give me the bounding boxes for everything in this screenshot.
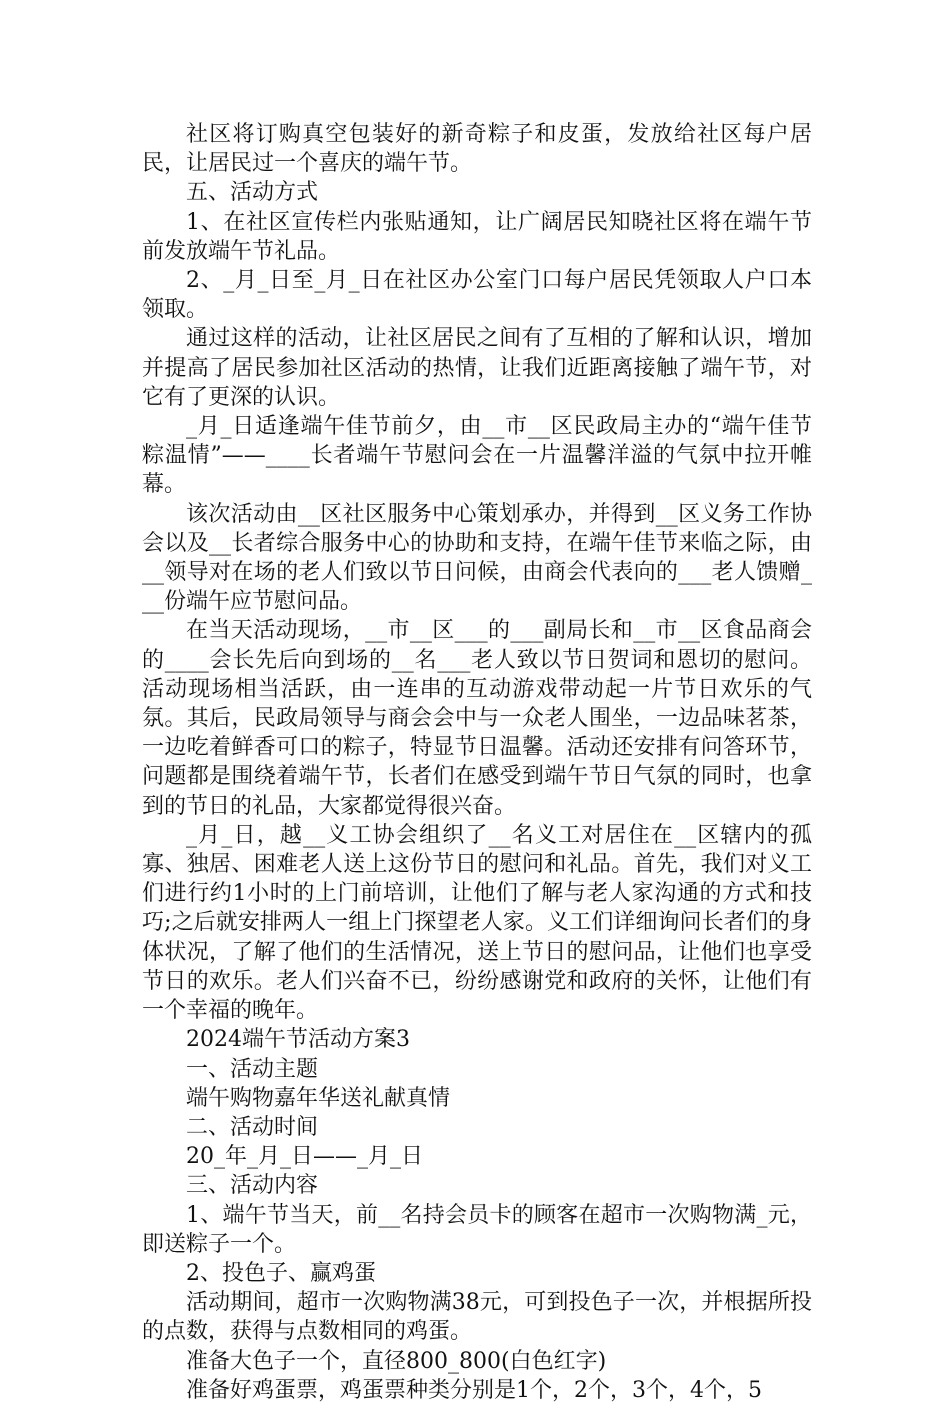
paragraph-volunteer-visit: _月_日，越__义工协会组织了__名义工对居住在__区辖内的孤寡、独居、困难老人送上这份节日的慰问和礼品。首先，我们对义工们进行约1小时的上门前培训，让他们了解与老人家沟通的方式和技巧;之后就安排两人一组上门探望老人家。义工们详细询问长者们的身体状况，了解了他们的生活情况，送上节日的慰问品，让他们也享受节日的欢乐。老人们兴奋不已，纷纷感谢党和政府的关怀，让他们有一个幸福的晚年。 xyxy=(142,822,812,1024)
content-item-dice-prep: 准备大色子一个，直径800_800(白色红字) xyxy=(186,1348,607,1374)
content-item-egg-tickets: 准备好鸡蛋票，鸡蛋票种类分别是1个，2个，3个，4个，5 xyxy=(186,1377,762,1403)
section-heading-time: 二、活动时间 xyxy=(186,1114,319,1140)
content-item-1: 1、端午节当天，前__名持会员卡的顾客在超市一次购物满_元，即送粽子一个。 xyxy=(142,1202,812,1257)
paragraph-event-scene: 在当天活动现场，__市__区___的___副局长和__市__区食品商会的____会长先后向到场的__名___老人致以节日贺词和恩切的慰问。活动现场相当活跃，由一连串的互动游戏带动起一片节日欢乐的气氛。其后，民政局领导与商会会中与一众老人围坐，一边品味茗茶，一边吃着鲜香可口的粽子，特显节日温馨。活动还安排有问答环节，问题都是围绕着端午节，长者们在感受到端午节日气氛的同时，也拿到的节日的礼品，大家都觉得很兴奋。 xyxy=(142,618,812,819)
section-heading-activity-method: 五、活动方式 xyxy=(186,180,319,206)
section-heading-content: 三、活动内容 xyxy=(186,1173,319,1199)
content-item-2-description: 活动期间，超市一次购物满38元，可到投色子一次，并根据所投的点数，获得与点数相同的鸡蛋。 xyxy=(142,1290,812,1345)
theme-text: 端午购物嘉年华送礼献真情 xyxy=(186,1085,451,1111)
plan-title: 2024端午节活动方案3 xyxy=(186,1027,410,1053)
paragraph-event-intro: _月_日适逢端午佳节前夕，由__市__区民政局主办的“端午佳节粽温情”——____长者端午节慰问会在一片温馨洋溢的气氛中拉开帷幕。 xyxy=(142,414,812,498)
paragraph-summary: 通过这样的活动，让社区居民之间有了互相的了解和认识，增加并提高了居民参加社区活动的热情，让我们近距离接触了端午节，对它有了更深的认识。 xyxy=(142,326,812,410)
section-heading-theme: 一、活动主题 xyxy=(186,1056,319,1082)
paragraph-event-organizer: 该次活动由__区社区服务中心策划承办，并得到__区义务工作协会以及__长者综合服务中心的协助和支持，在端午佳节来临之际，由__领导对在场的老人们致以节日问候，由商会代表向的___老人馈赠___份端午应节慰问品。 xyxy=(142,501,812,615)
content-item-2-heading: 2、投色子、赢鸡蛋 xyxy=(186,1260,376,1286)
time-text: 20_年_月_日——_月_日 xyxy=(186,1144,423,1170)
document-page xyxy=(142,120,812,1405)
paragraph-method-1: 1、在社区宣传栏内张贴通知，让广阔居民知晓社区将在端午节前发放端午节礼品。 xyxy=(142,209,812,264)
paragraph-1: 社区将订购真空包装好的新奇粽子和皮蛋，发放给社区每户居民，让居民过一个喜庆的端午节。 xyxy=(142,122,812,177)
paragraph-method-2: 2、_月_日至_月_日在社区办公室门口每户居民凭领取人户口本领取。 xyxy=(142,268,812,323)
